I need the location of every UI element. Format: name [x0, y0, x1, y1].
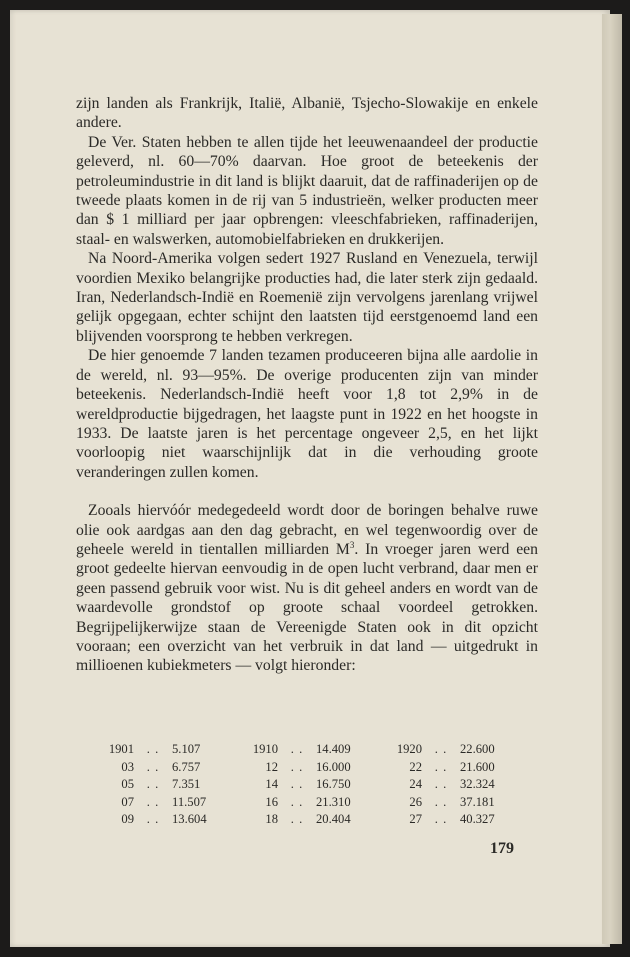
table-row: [252, 776, 364, 794]
table-year: 26: [409, 794, 422, 809]
book-page: [10, 10, 610, 947]
paragraph-continuation: zijn landen als Frankrijk, Italië, Albanië, Tsjecho-Slowakije en enkele andere.: [76, 95, 538, 132]
table-year: 1920: [396, 742, 422, 756]
table-value: 16.750: [316, 777, 351, 791]
table-year: 18: [265, 812, 278, 826]
table-value: 21.310: [316, 794, 351, 809]
page-number: 179: [490, 840, 514, 857]
table-year: 1910: [252, 742, 278, 756]
table-dots: . .: [434, 812, 448, 826]
table-dots: . .: [290, 812, 304, 826]
table-value: 16.000: [316, 759, 351, 774]
table-dots: . .: [434, 794, 448, 809]
table-value: 14.409: [316, 742, 351, 756]
table-dots: . .: [146, 742, 160, 756]
table-row: [252, 811, 364, 829]
table-row: [396, 794, 508, 812]
table-value: 7.351: [172, 777, 201, 791]
gas-text-after: . In vroeger jaren werd een groot gedeelte hiervan eenvoudig in de open lucht verbrand, daar men er geen passend gebruik voor wist. Nu is dit geheel anders en wordt van de waardevolle grondstof op groote schaal voordeel getrokken. Begrijpelijkerwijze staan de Vereenigde Staten ook in dit opzicht vooraan; een overzicht van het verbruik in dat land — uitgedrukt in millioenen kubiekmeters — volgt hieronder:: [76, 540, 538, 675]
table-dots: . .: [290, 794, 304, 809]
table-year: 12: [265, 759, 278, 774]
table-year: 05: [121, 777, 134, 791]
table-column-2: [252, 741, 364, 829]
table-column-1: [108, 741, 220, 829]
table-value: 22.600: [460, 742, 495, 756]
table-year: 03: [121, 759, 134, 774]
table-dots: . .: [146, 777, 160, 791]
table-value: 21.600: [460, 759, 495, 774]
table-row: [108, 741, 220, 759]
table-dots: . .: [434, 742, 448, 756]
gas-consumption-table: [108, 741, 508, 829]
table-row: [396, 741, 508, 759]
table-dots: . .: [290, 777, 304, 791]
table-year: 1901: [108, 742, 134, 756]
table-year: 27: [409, 812, 422, 826]
table-value: 37.181: [460, 794, 495, 809]
table-row: [252, 794, 364, 812]
table-value: 11.507: [172, 794, 207, 809]
table-row: [108, 811, 220, 829]
table-dots: . .: [434, 777, 448, 791]
paragraph-world-share: De hier genoemde 7 landen tezamen produceeren bijna alle aardolie in de wereld, nl. 93—95%. De overige producenten zijn van minder beteekenis. Nederlandsch-Indië heeft voor 1,8 tot 2,9% in de wereldproductie bijgedragen, het laagste punt in 1922 en het hoogste in 1933. De laatste jaren is het percentage ongeveer 2,5, en het lijkt voorloopig niet waarschijnlijk dat in die verhouding groote veranderingen zullen komen.: [76, 347, 538, 481]
table-year: 16: [265, 794, 278, 809]
table-year: 09: [121, 812, 134, 826]
table-dots: . .: [146, 812, 160, 826]
table-dots: . .: [146, 794, 160, 809]
table-year: 14: [265, 777, 278, 791]
table-row: [108, 776, 220, 794]
paragraph-us-production: De Ver. Staten hebben te allen tijde het leeuwenaandeel der productie geleverd, nl. 60—70% daarvan. Hoe groot de beteekenis der petroleumindustrie in dit land is blijkt daaruit, dat de raffinaderijen op de tweede plaats komen in de rij van 5 industrieën, welker producten meer dan $ 1 milliard per jaar opbrengen: vleeschfabrieken, raffinaderijen, staal- en walswerken, automobielfabrieken en drukkerijen.: [76, 133, 538, 248]
table-value: 32.324: [460, 777, 495, 791]
table-row: [396, 811, 508, 829]
table-row: [108, 794, 220, 812]
gas-text-before: Zooals hiervóór medegedeeld wordt door de boringen behalve ruwe olie ook aardgas aan den dag gebracht, en wel tegenwoordig over de geheele wereld in tientallen milliarden M: [76, 502, 538, 558]
body-text: [76, 94, 538, 676]
table-year: 24: [409, 777, 422, 791]
table-dots: . .: [434, 759, 448, 774]
table-value: 40.327: [460, 812, 495, 826]
gas-text-superscript: 3: [349, 539, 355, 550]
table-row: [252, 741, 364, 759]
table-value: 6.757: [172, 759, 201, 774]
table-row: [108, 759, 220, 777]
table-row: [396, 759, 508, 777]
table-value: 13.604: [172, 812, 207, 826]
table-dots: . .: [290, 759, 304, 774]
table-year: 07: [121, 794, 134, 809]
paragraph-natural-gas: [76, 501, 538, 676]
table-value: 5.107: [172, 742, 201, 756]
table-dots: . .: [146, 759, 160, 774]
table-value: 20.404: [316, 812, 351, 826]
table-row: [252, 759, 364, 777]
table-column-3: [396, 741, 508, 829]
page-edge: [602, 14, 622, 944]
table-row: [396, 776, 508, 794]
paragraph-other-countries: Na Noord-Amerika volgen sedert 1927 Rusland en Venezuela, terwijl voordien Mexiko belangrijke producties had, die later sterk zijn gedaald. Iran, Nederlandsch-Indië en Roemenië zijn vervolgens jarenlang vrijwel gelijk opgegaan, echter schijnt den laatsten tijd eerstgenoemd land een blijvenden voorsprong te hebben verkregen.: [76, 250, 538, 345]
table-year: 22: [409, 759, 422, 774]
table-dots: . .: [290, 742, 304, 756]
